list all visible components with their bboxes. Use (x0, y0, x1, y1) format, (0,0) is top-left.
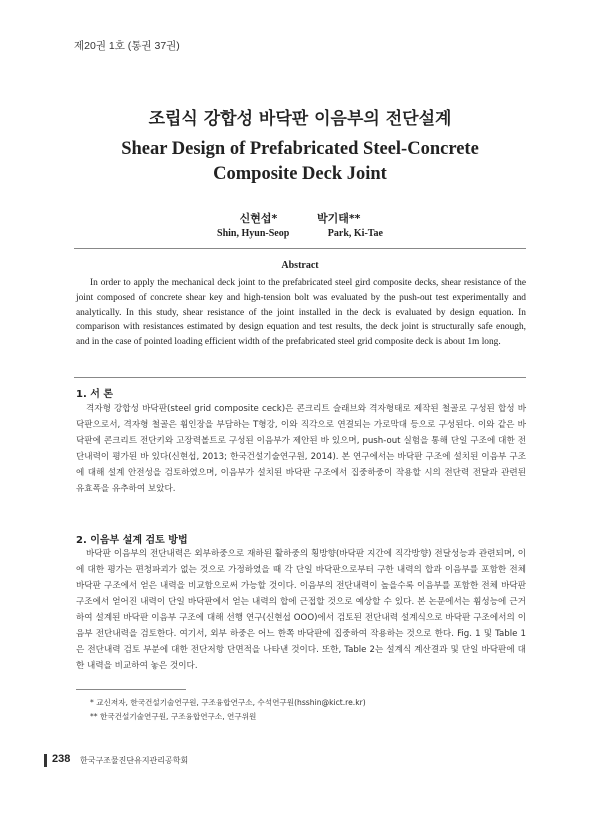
footnote-1: * 교신저자, 한국건설기술연구원, 구조융합연구소, 수석연구원(hsshin@kict.re.kr) (90, 698, 366, 707)
title-english (80, 137, 520, 187)
section1-heading: 1. 서 론 (76, 389, 114, 400)
author-english-1: Shin, Hyun-Seop (217, 228, 290, 239)
page-number: 238 (52, 753, 71, 765)
author-korean-2: 박기태** (317, 212, 361, 225)
title-korean: 조립식 강합성 바닥판 이음부의 전단설계 (148, 109, 452, 129)
abstract-text: In order to apply the mechanical deck joint to the prefabricated steel gird composite decks, shear resistance of the joint composed of concrete shear key and high-tension bolt was evaluated by the push-out test experimentally and analytically. In this study, shear resistance of the joint installed in the deck is evaluated by design equation. In comparison with resistances estimated by design equation and test results, the deck joint is structurally safe enough, and in the case of pointed loading efficient width of the prefabricated steel grid composite deck is about 1m long. (76, 278, 526, 348)
author-korean-1: 신현섭* (239, 212, 278, 225)
header-divider (74, 248, 526, 249)
title-english-line2: Composite Deck Joint (213, 164, 387, 184)
section1-text: 격자형 강합성 바닥판(steel grid composite ceck)은 콘크리트 슬래브와 격자형태로 제작된 철골로 구성된 합성 바닥판으로서, 격자형 철골은 휨인장을 부담하는 T형강, 이와 직각으로 연결되는 가로막대 등으로 구성된다. 이와 같은 바닥판에 콘크리트 전단키와 고장력볼트로 구성된 이음부가 제안된 바 있으며, push-out 실험을 통해 단일 구조에 대한 전단내력이 평가된 바 있다(신현섭, 2013; 한국건설기술연구원, 2014). 본 연구에서는 바닥판 구조에 설치된 이음부 구조에 대해 설계 안전성을 검토하였으며, 이음부가 설치된 바닥판 구조에서 집중하중이 작용할 시의 전단력 전달과 관련된 유효폭을 유추하여 보았다. (76, 404, 526, 494)
footnote-divider (76, 689, 186, 690)
section2-heading: 2. 이음부 설계 검토 방법 (76, 535, 188, 546)
journal-name: 한국구조물진단유지관리공학회 (80, 756, 189, 765)
issue-header: 제20권 1호 (통권 37권) (74, 40, 180, 52)
author-english-2: Park, Ki-Tae (327, 228, 383, 239)
title-english-line1: Shear Design of Prefabricated Steel-Concrete (121, 139, 479, 159)
abstract-divider (74, 377, 526, 378)
footnote-2: ** 한국건설기술연구원, 구조융합연구소, 연구위원 (90, 712, 257, 721)
authors-korean (0, 210, 600, 226)
footer-bar (44, 754, 47, 767)
authors-english (0, 228, 600, 239)
section2-text: 바닥판 이음부의 전단내력은 외부하중으로 재하된 활하중의 횡방향(바닥판 지간에 직각방향) 전달성능과 관련되며, 이에 대한 평가는 편청파괴가 없는 것으로 가정하였을 때 각 단일 바닥판으로부터 구한 내력의 합과 이음부를 포함한 전체 바닥판 구조에서 얻은 내력을 비교함으로써 가능할 것이다. 이음부의 전단내력이 높을수록 이음부를 포함한 전체 바닥판 구조에서 얻어진 내력이 단일 바닥판에서 얻는 내력의 합에 근접할 것으로 예상할 수 있다. 본 논문에서는 휨성능에 근거하여 설계된 바닥판 이음부 구조에 대해 선행 연구(신현섭 OOO)에서 검토된 전단내력 설계식으로 바닥판 구조에서의 이음부 전단내력을 검토한다. 여기서, 외부 하중은 어느 한쪽 바닥판에 집중하여 작용하는 것으로 한다. Fig. 1 및 Table 1은 전단내력 검토 부분에 대한 전단저항 단면적을 나타낸 것이다. 또한, Table 2는 설계식 계산결과 및 단일 바닥판에 대한 내력을 비교하여 놓은 것이다. (76, 549, 526, 671)
abstract-heading: Abstract (281, 260, 319, 271)
